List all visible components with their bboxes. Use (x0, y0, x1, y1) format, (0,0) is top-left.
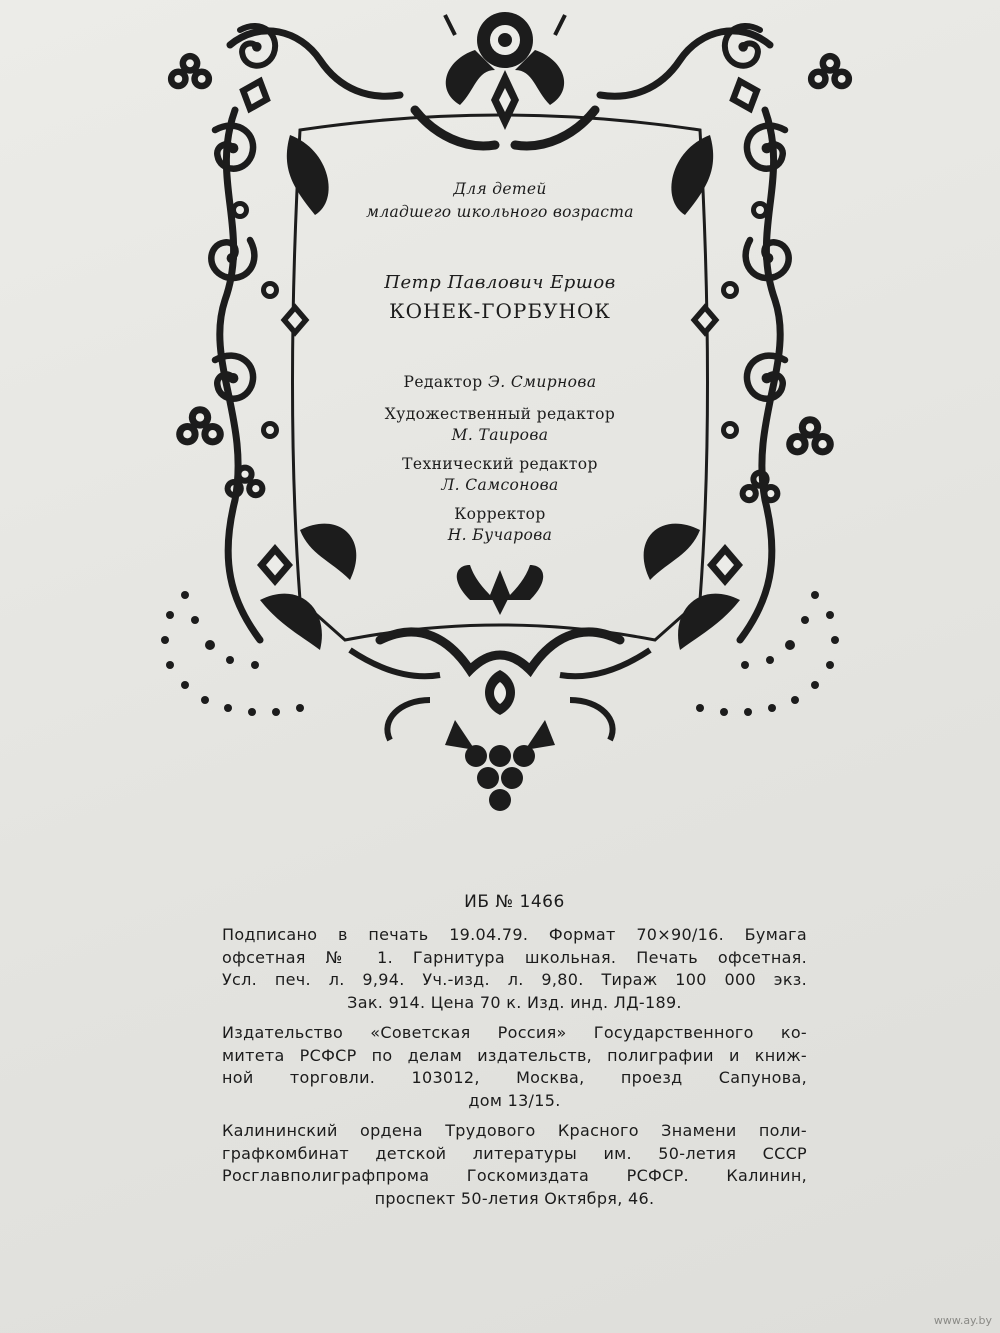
audience-note (330, 178, 670, 224)
imprint-block (222, 892, 807, 1210)
credit-name: Н. Бучарова (447, 526, 553, 544)
credit-proofreader (330, 504, 670, 546)
credit-tech-editor (330, 454, 670, 496)
publisher-line: Издательство «Советская Россия» Государственного ко- (222, 1023, 807, 1042)
credit-name: Л. Самсонова (441, 476, 559, 494)
credit-role: Художественный редактор (384, 405, 616, 423)
publisher-line: ной торговли. 103012, Москва, проезд Сапунова, (222, 1068, 807, 1087)
printer-line: графкомбинат детской литературы им. 50-летия СССР (222, 1143, 807, 1163)
print-info-line: Подписано в печать 19.04.79. Формат 70×90/16. Бумага (222, 925, 807, 944)
audience-line: младшего школьного возраста (366, 203, 634, 221)
printer-paragraph (222, 1120, 807, 1210)
publisher-paragraph (222, 1022, 807, 1112)
print-info-line: Зак. 914. Цена 70 к. Изд. инд. ЛД-189. (347, 992, 682, 1012)
watermark: www.ay.by (933, 1314, 992, 1327)
credit-name: М. Таирова (451, 426, 549, 444)
credit-art-editor (330, 404, 670, 446)
printer-line: Калининский ордена Трудового Красного Знамени поли- (222, 1121, 807, 1140)
print-info-line: Усл. печ. л. 9,94. Уч.-изд. л. 9,80. Тираж 100 000 экз. (222, 970, 807, 989)
credit-role: Технический редактор (402, 455, 598, 473)
credit-editor (330, 372, 670, 393)
printer-line: Росглавполиграфпрома Госкомиздата РСФСР. Калинин, (222, 1166, 807, 1185)
ib-number: ИБ № 1466 (464, 892, 565, 912)
credit-role: Корректор (454, 505, 546, 523)
publisher-line: дом 13/15. (468, 1090, 561, 1110)
print-info-line: офсетная № 1. Гарнитура школьная. Печать офсетная. (222, 947, 807, 967)
publisher-line: митета РСФСР по делам издательств, полиграфии и книж- (222, 1045, 807, 1065)
printer-line: проспект 50-летия Октября, 46. (374, 1188, 655, 1208)
audience-line: Для детей (453, 180, 547, 198)
credit-role: Редактор (403, 373, 483, 391)
print-info-paragraph (222, 924, 807, 1014)
book-title: КОНЕК-ГОРБУНОК (389, 299, 611, 323)
credit-name: Э. Смирнова (487, 373, 597, 391)
author-name: Петр Павлович Ершов (384, 272, 616, 293)
